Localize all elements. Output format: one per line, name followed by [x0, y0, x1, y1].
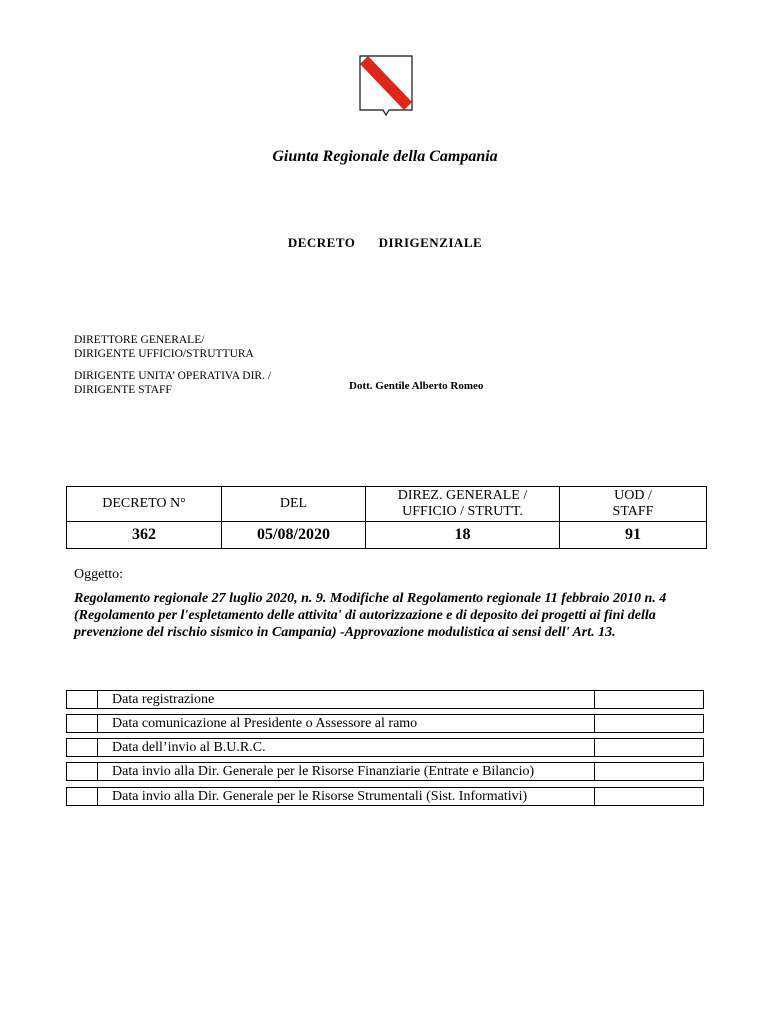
date-value-cell [594, 691, 703, 708]
dirigente-line-2: DIRIGENTE STAFF [74, 384, 172, 396]
date-row-label: Data registrazione [112, 692, 215, 707]
row-marker-cell [67, 715, 98, 732]
uod-staff-code: 91 [560, 522, 707, 549]
row-marker-cell [67, 763, 98, 780]
direttore-label [74, 333, 254, 361]
header-direz-generale: DIREZ. GENERALE / UFFICIO / STRUTT. [366, 487, 560, 522]
direz-generale-code: 18 [366, 522, 560, 549]
decree-date: 05/08/2020 [222, 522, 366, 549]
date-row-label: Data invio alla Dir. Generale per le Risorse Strumentali (Sist. Informativi) [112, 789, 528, 804]
header-decreto-n: DECRETO N° [67, 487, 222, 522]
header-del: DEL [222, 487, 366, 522]
document-type: DECRETO DIRIGENZIALE [287, 235, 483, 250]
date-value-cell [594, 715, 703, 732]
dirigente-name: Dott. Gentile Alberto Romeo [349, 380, 484, 392]
dirigente-line-1: DIRIGENTE UNITA’ OPERATIVA DIR. / [74, 370, 272, 382]
date-row-risorse-finanziarie [66, 762, 704, 781]
direttore-line-1: DIRETTORE GENERALE/ [74, 334, 205, 346]
direttore-line-2: DIRIGENTE UFFICIO/STRUTTURA [74, 348, 254, 360]
date-row-risorse-strumentali [66, 787, 704, 806]
oggetto-label: Oggetto: [74, 567, 123, 582]
decree-header-row [67, 487, 707, 522]
date-row-label: Data dell’invio al B.U.R.C. [112, 740, 266, 755]
header-uod-staff: UOD / STAFF [560, 487, 707, 522]
oggetto-text: Regolamento regionale 27 luglio 2020, n. 9. Modifiche al Regolamento regionale 11 febbraio 2010 n. 4 (Regolamento per l'espletamento delle attivita' di autorizzazione e di deposito dei progetti ai fini della prevenzione del rischio sismico in Campania) -Approvazione modulistica ai sensi dell' Art. 13. [74, 591, 667, 640]
campania-coat-of-arms-icon [358, 54, 414, 116]
decree-value-row [67, 522, 707, 549]
date-row-burc [66, 738, 704, 757]
row-marker-cell [67, 788, 98, 805]
date-value-cell [594, 739, 703, 756]
page-title: Giunta Regionale della Campania [272, 148, 498, 165]
date-value-cell [594, 763, 703, 780]
decree-number: 362 [67, 522, 222, 549]
row-marker-cell [67, 739, 98, 756]
date-row-registrazione [66, 690, 704, 709]
date-row-comunicazione [66, 714, 704, 733]
region-emblem [358, 54, 414, 116]
dirigente-label [74, 369, 271, 397]
date-row-label: Data invio alla Dir. Generale per le Risorse Finanziarie (Entrate e Bilancio) [112, 764, 535, 779]
date-value-cell [594, 788, 703, 805]
row-marker-cell [67, 691, 98, 708]
decree-info-table [66, 486, 707, 549]
date-row-label: Data comunicazione al Presidente o Assessore al ramo [112, 716, 418, 731]
